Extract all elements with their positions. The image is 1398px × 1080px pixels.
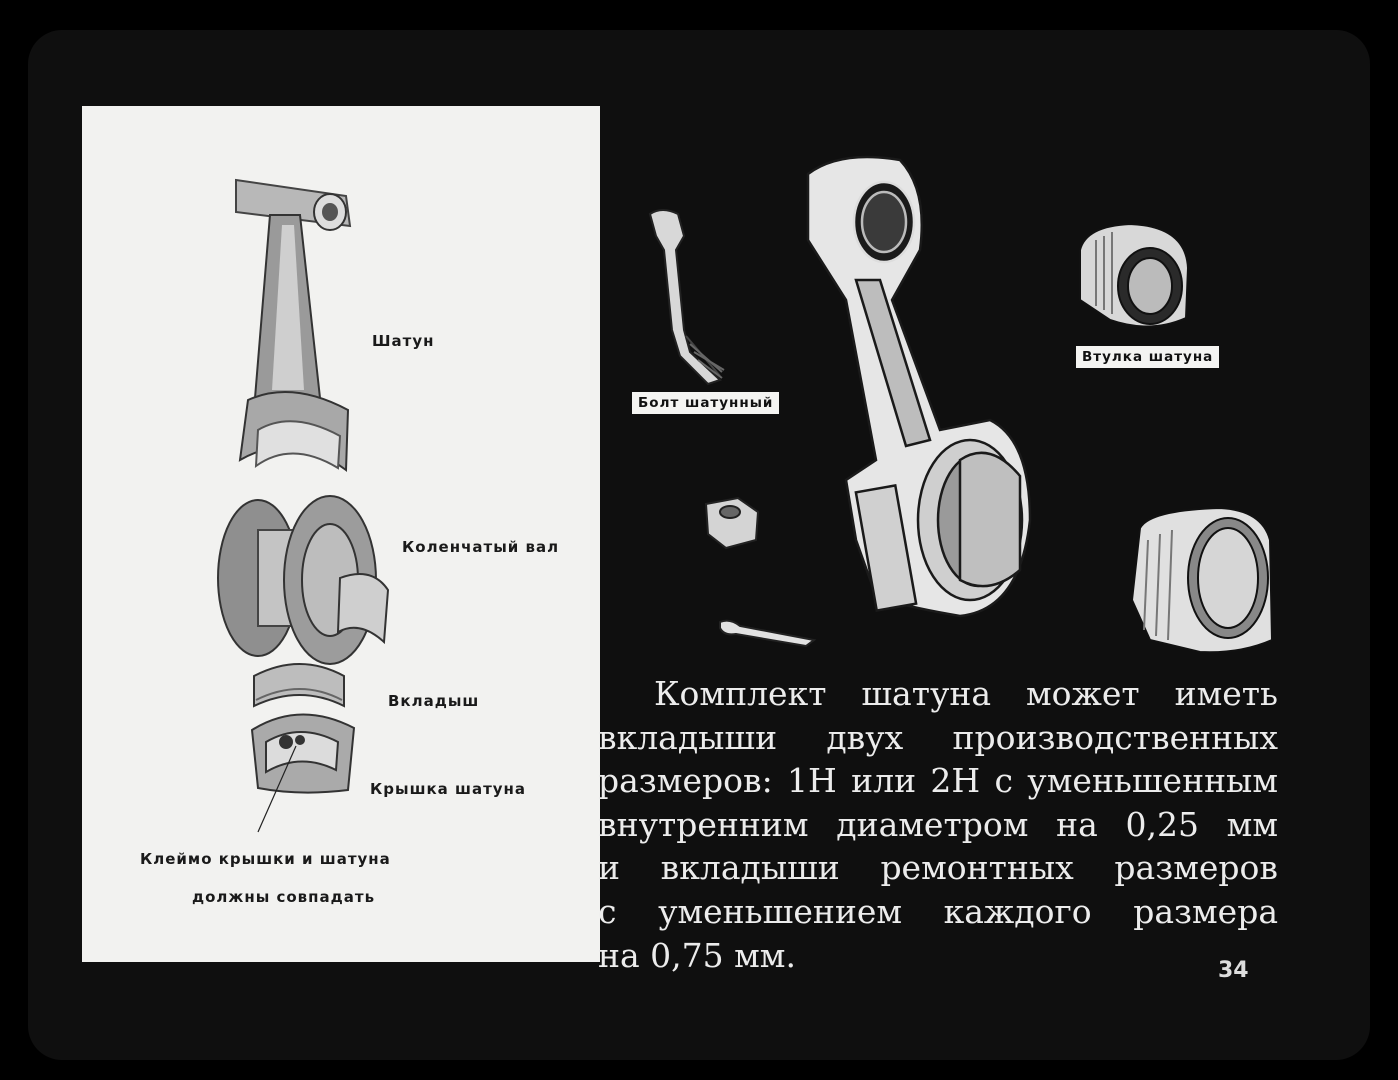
nut-drawing xyxy=(706,498,758,548)
paragraph-line: размеров: 1Н или 2Н с уменьшенным xyxy=(598,761,1278,801)
label-crankshaft: Коленчатый вал xyxy=(402,538,560,556)
label-mark-line2: должны совпадать xyxy=(192,888,376,906)
cap-drawing xyxy=(252,714,354,792)
bolt-drawing xyxy=(650,210,724,384)
big-rod-drawing xyxy=(808,157,1030,616)
page-number: 34 xyxy=(1218,958,1249,983)
label-bolt: Болт шатунный xyxy=(632,392,779,414)
connecting-rod-drawing xyxy=(236,180,350,470)
cotter-pin-drawing xyxy=(720,621,814,646)
label-bushing: Втулка шатуна xyxy=(1076,346,1219,368)
paragraph-line: на 0,75 мм. xyxy=(598,935,796,975)
crankshaft-drawing xyxy=(218,496,388,664)
paragraph-line: с уменьшением каждого размера xyxy=(598,891,1278,931)
description-paragraph xyxy=(598,672,1278,977)
label-liner: Вкладыш xyxy=(388,692,480,710)
label-mark-line1: Клеймо крышки и шатуна xyxy=(140,850,391,868)
label-cap: Крышка шатуна xyxy=(370,780,527,798)
paragraph-line: внутренним диаметром на 0,25 мм xyxy=(598,804,1278,844)
paragraph-line: и вкладыши ремонтных размеров xyxy=(598,848,1278,888)
paragraph-line: Комплект шатуна может иметь xyxy=(654,674,1278,713)
bushing-drawing xyxy=(1080,224,1188,327)
liner-drawing xyxy=(254,664,344,706)
label-shatun: Шатун xyxy=(372,332,435,350)
paragraph-line: вкладыши двух производственных xyxy=(598,717,1278,757)
shell-liner-drawing xyxy=(1132,508,1272,652)
